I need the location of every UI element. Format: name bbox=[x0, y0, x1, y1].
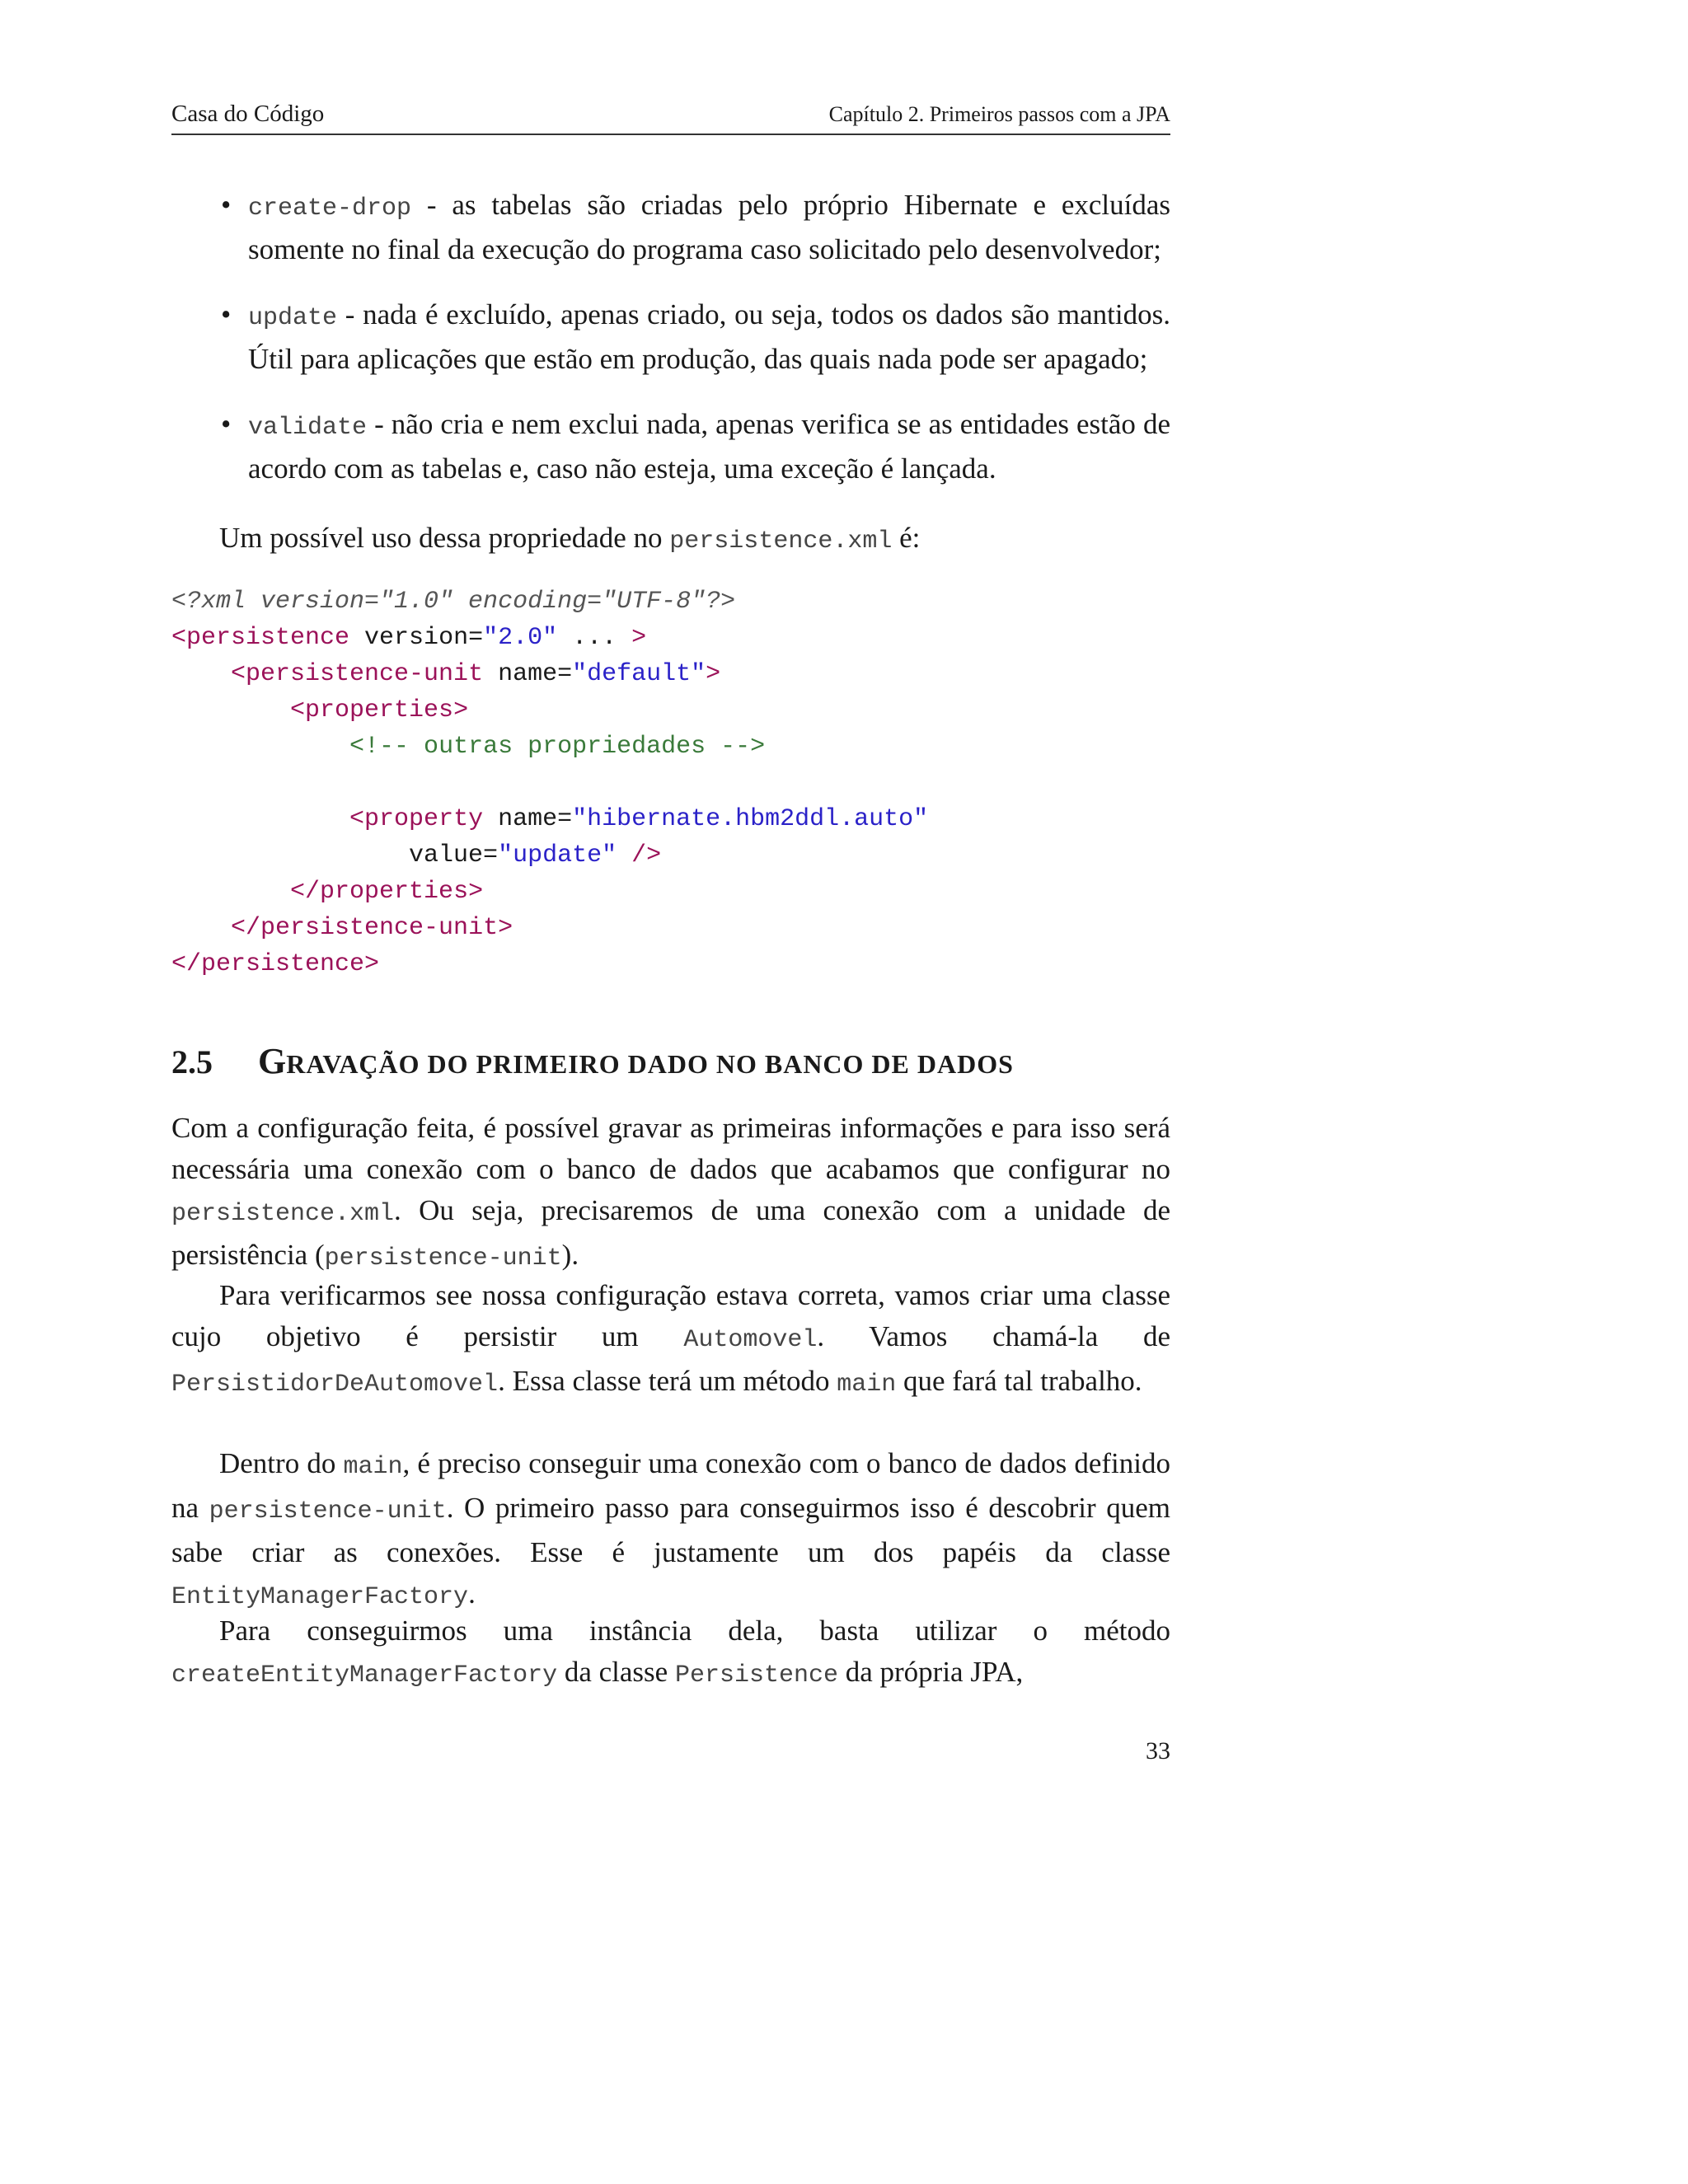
inline-code: create-drop bbox=[248, 194, 412, 223]
paragraph-text: Dentro do bbox=[219, 1447, 344, 1479]
bullet-icon: • bbox=[221, 408, 232, 440]
intro-text: Um possível uso dessa propriedade no bbox=[219, 522, 670, 554]
list-item-text: - as tabelas são criadas pelo próprio Hibernate e excluídas somente no final da execução do programa caso solicitado pelo desenvolvedor; bbox=[248, 189, 1170, 265]
inline-code: Persistence bbox=[674, 1661, 838, 1690]
list-item bbox=[171, 185, 1170, 270]
code-tag: <persistence bbox=[171, 624, 350, 652]
paragraph bbox=[171, 1610, 1170, 1696]
running-header bbox=[171, 97, 1170, 135]
paragraph-text: . Essa classe terá um método bbox=[498, 1365, 837, 1397]
code-tag: </persistence> bbox=[171, 950, 380, 978]
code-tag: </properties> bbox=[290, 878, 484, 906]
code-block bbox=[171, 583, 928, 982]
code-string: "default" bbox=[572, 660, 706, 688]
code-tag: </persistence-unit> bbox=[231, 914, 513, 942]
list-item bbox=[171, 294, 1170, 380]
paragraph-text: Com a configuração feita, é possível gravar as primeiras informações e para isso será necessária uma conexão com o banco de dados que acabamos que configurar no bbox=[171, 1112, 1170, 1185]
code-tag: <property bbox=[349, 805, 484, 833]
bullet-icon: • bbox=[221, 189, 232, 221]
section-number: 2.5 bbox=[171, 1043, 213, 1080]
code-attr: version= bbox=[349, 624, 484, 652]
inline-code: Automovel bbox=[683, 1326, 818, 1354]
inline-code: persistence-unit bbox=[209, 1497, 447, 1526]
code-string: "hibernate.hbm2ddl.auto" bbox=[572, 805, 929, 833]
inline-code: update bbox=[248, 304, 338, 332]
paragraph-text: Para conseguirmos uma instância dela, basta utilizar o método bbox=[219, 1615, 1170, 1647]
header-book-title: Casa do Código bbox=[171, 101, 325, 127]
header-chapter-title: Capítulo 2. Primeiros passos com a JPA bbox=[828, 102, 1170, 126]
code-attr: value= bbox=[409, 841, 499, 869]
list-item bbox=[171, 404, 1170, 490]
page-number: 33 bbox=[1146, 1737, 1170, 1765]
paragraph bbox=[171, 1275, 1170, 1405]
bullet-icon: • bbox=[221, 298, 232, 330]
paragraph-text: . Ou seja, precisaremos de uma conexão com a unidade de persistência ( bbox=[171, 1194, 1170, 1271]
code-tag: <persistence-unit bbox=[231, 660, 484, 688]
paragraph-text: . O primeiro passo para conseguirmos isso é descobrir quem sabe criar as conexões. Esse é justamente um dos papéis da classe bbox=[171, 1492, 1170, 1568]
code-tag: > bbox=[631, 624, 647, 652]
code-comment: <!-- outras propriedades --> bbox=[349, 733, 766, 761]
paragraph-text: . Vamos chamá-la de bbox=[817, 1320, 1171, 1352]
paragraph-text: da classe bbox=[557, 1656, 675, 1688]
section-heading bbox=[171, 1040, 1170, 1082]
paragraph bbox=[171, 1443, 1170, 1618]
inline-code: createEntityManagerFactory bbox=[171, 1661, 558, 1690]
paragraph-text: ). bbox=[561, 1239, 579, 1271]
code-tag: <properties> bbox=[290, 696, 469, 724]
inline-code: persistence-unit bbox=[324, 1244, 562, 1272]
code-text: ... bbox=[557, 624, 632, 652]
code-string: "update" bbox=[498, 841, 617, 869]
inline-code: EntityManagerFactory bbox=[171, 1583, 469, 1611]
paragraph-text: . bbox=[468, 1577, 476, 1610]
code-string: "2.0" bbox=[483, 624, 558, 652]
paragraph-text: que fará tal trabalho. bbox=[896, 1365, 1142, 1397]
paragraph-text: Para verificarmos see nossa configuração estava correta, vamos criar uma classe cujo objetivo é persistir um bbox=[171, 1279, 1170, 1352]
option-list bbox=[171, 185, 1170, 513]
inline-code: PersistidorDeAutomovel bbox=[171, 1371, 499, 1399]
inline-code: persistence.xml bbox=[669, 527, 893, 555]
list-item-text: - não cria e nem exclui nada, apenas verifica se as entidades estão de acordo com as tabelas e, caso não esteja, uma exceção é lançada. bbox=[248, 408, 1170, 485]
paragraph-text: da própria JPA, bbox=[837, 1656, 1024, 1688]
inline-code: validate bbox=[248, 414, 368, 442]
inline-code: persistence.xml bbox=[171, 1200, 395, 1228]
code-xml-declaration: <?xml version="1.0" encoding="UTF-8"?> bbox=[171, 588, 736, 616]
list-item-text: - nada é excluído, apenas criado, ou seja, todos os dados são mantidos. Útil para aplicações que estão em produção, das quais nada pode ser apagado; bbox=[248, 298, 1170, 375]
code-tag: /> bbox=[617, 841, 662, 869]
paragraph-text: , é preciso conseguir uma conexão com o banco de dados definido na bbox=[171, 1447, 1170, 1524]
inline-code: main bbox=[343, 1453, 403, 1481]
code-tag: > bbox=[706, 660, 721, 688]
section-title: RAVAÇÃO DO PRIMEIRO DADO NO BANCO DE DADOS bbox=[286, 1049, 1014, 1079]
inline-code: main bbox=[837, 1371, 897, 1399]
code-attr: name= bbox=[483, 660, 573, 688]
paragraph bbox=[171, 1108, 1170, 1279]
code-attr: name= bbox=[483, 805, 573, 833]
intro-text-end: é: bbox=[892, 522, 921, 554]
intro-paragraph bbox=[219, 518, 1170, 562]
section-title-initial: G bbox=[258, 1041, 287, 1081]
